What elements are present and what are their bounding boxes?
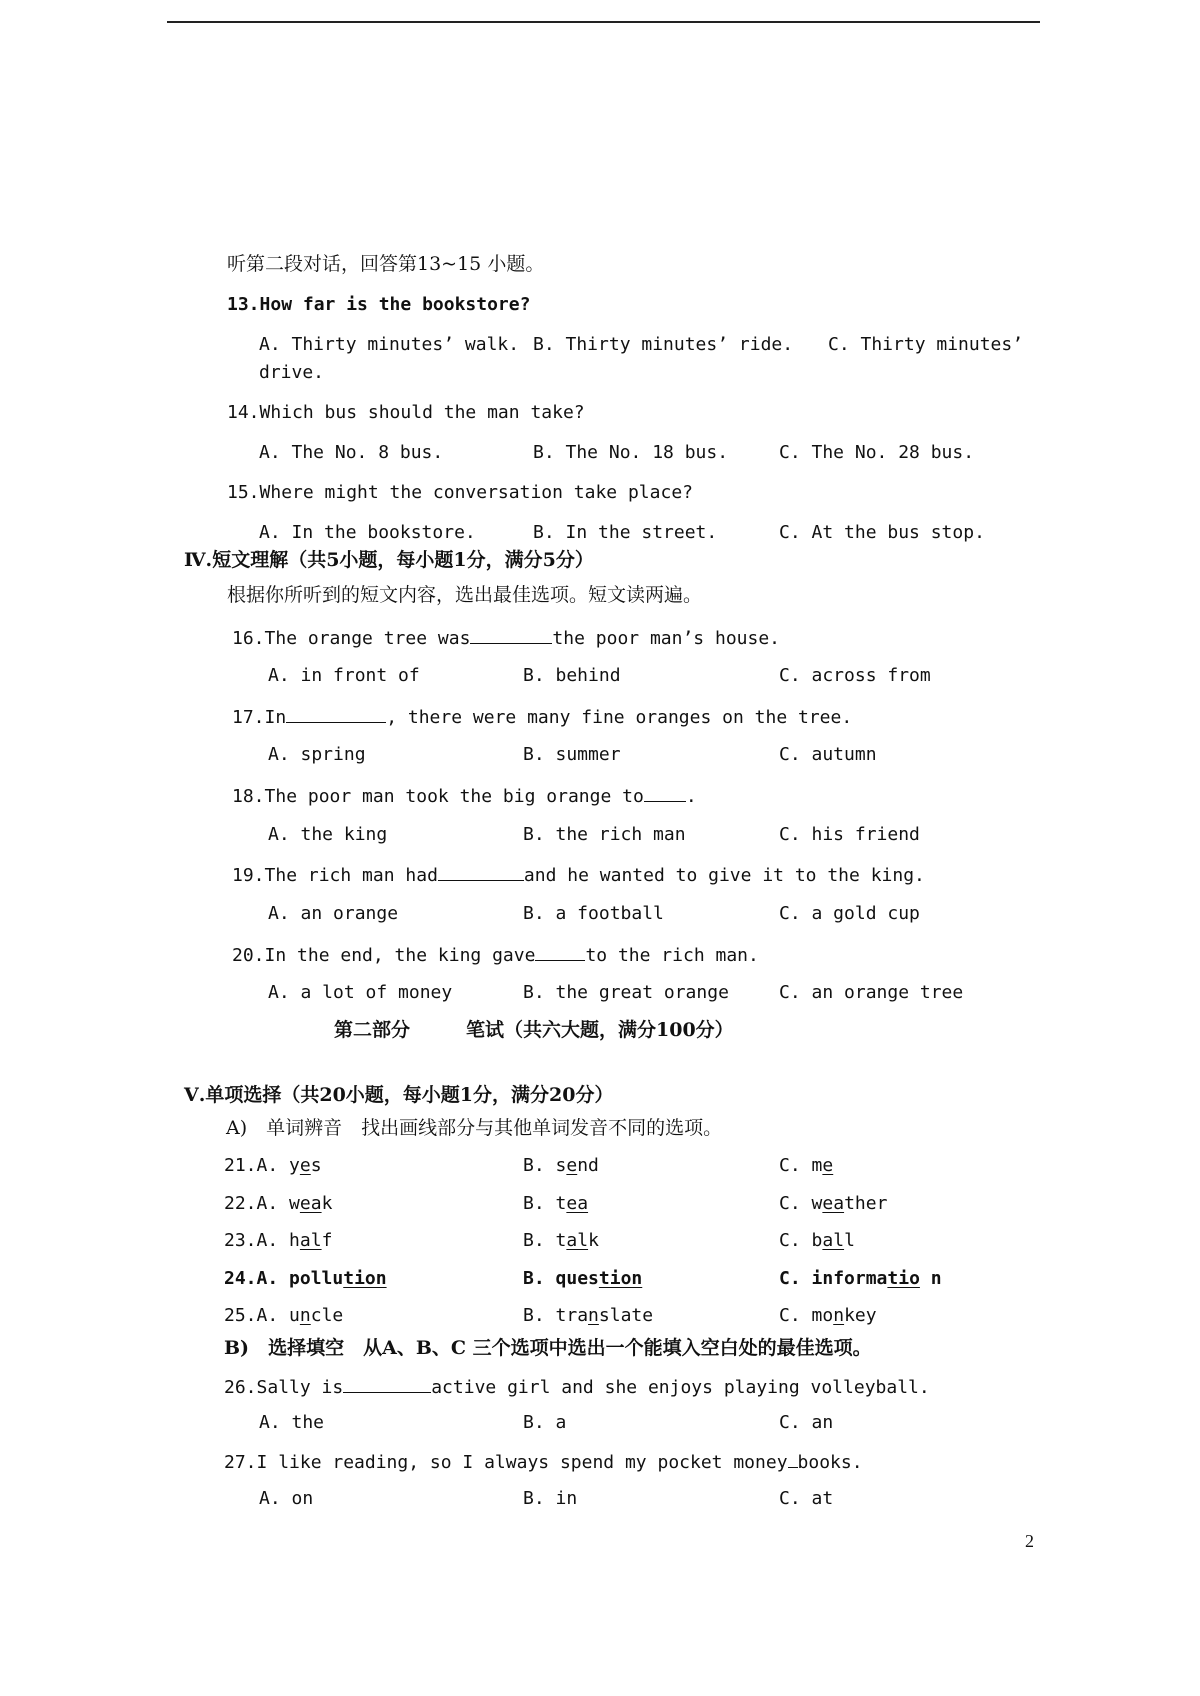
q13-option-c: C. Thirty minutes’: [828, 334, 1024, 355]
word-part: t: [555, 1193, 567, 1214]
q19-option-a: A. an orange: [268, 903, 399, 924]
subsection-text: 单词辨音 找出画线部分与其他单词发音不同的选项。: [266, 1117, 723, 1139]
underlined-part: tio: [887, 1268, 920, 1289]
q19-option-b: B. a football: [523, 903, 664, 924]
option-label: A.: [256, 1193, 279, 1214]
question-20: [232, 942, 759, 968]
underlined-part: e: [822, 1155, 834, 1176]
section-numeral: Ⅳ.: [184, 549, 213, 571]
question-21: [224, 1154, 322, 1178]
underlined-part: n: [833, 1305, 845, 1326]
q25-option-c: [779, 1304, 877, 1328]
question-number: 22.: [224, 1193, 257, 1214]
subsection-label: A): [226, 1117, 248, 1139]
question-number: 25.: [224, 1305, 257, 1326]
question-number: 18.: [232, 786, 265, 807]
word-part: cle: [310, 1305, 344, 1326]
question-26: [224, 1374, 930, 1400]
question-number: 26.: [224, 1377, 257, 1398]
word-part: m: [811, 1155, 823, 1176]
underlined-part: ea: [822, 1193, 845, 1214]
question-number: 23.: [224, 1230, 257, 1251]
underlined-part: e: [299, 1155, 311, 1176]
option-label: C.: [779, 1193, 801, 1214]
word-part: s: [555, 1155, 567, 1176]
underlined-part: ea: [299, 1193, 322, 1214]
answer-blank: [644, 783, 686, 802]
section-5-heading: [184, 1083, 613, 1107]
question-number: 15.: [227, 482, 260, 503]
q14-option-b: B. The No. 18 bus.: [533, 442, 729, 463]
word-part: tra: [555, 1305, 589, 1326]
word-part: w: [811, 1193, 823, 1214]
q14-option-c: C. The No. 28 bus.: [779, 442, 975, 463]
subsection-b-heading: [224, 1336, 872, 1360]
option-label: C.: [779, 1155, 801, 1176]
word-part: f: [321, 1230, 333, 1251]
answer-blank: [286, 704, 386, 723]
question-text: Sally is: [256, 1377, 344, 1398]
word-part: s: [310, 1155, 322, 1176]
underlined-part: n: [299, 1305, 311, 1326]
word-part: informa: [811, 1268, 888, 1289]
answer-blank: [470, 625, 552, 644]
question-number: 19.: [232, 865, 265, 886]
question-text: Which bus should the man take?: [259, 402, 585, 423]
question-text: In the end, the king gave: [264, 945, 536, 966]
q17-option-c: C. autumn: [779, 744, 877, 765]
question-number: 24.: [224, 1268, 257, 1289]
q20-option-b: B. the great orange: [523, 982, 729, 1003]
question-25: [224, 1304, 343, 1328]
question-text: I like reading, so I always spend my pocket money: [256, 1452, 788, 1473]
q13-option-a: A. Thirty minutes’ walk.: [259, 334, 520, 355]
q13-option-c-continued: drive.: [259, 362, 325, 383]
option-label: C.: [779, 1230, 801, 1251]
question-number: 13.: [227, 294, 260, 315]
underlined-part: n: [588, 1305, 599, 1326]
answer-blank: [788, 1449, 798, 1468]
question-24: [224, 1267, 387, 1291]
section-numeral: Ⅴ.: [184, 1084, 206, 1106]
q22-option-b: [523, 1192, 588, 1216]
question-number: 17.: [232, 707, 265, 728]
q17-option-a: A. spring: [268, 744, 366, 765]
word-part: mo: [811, 1305, 834, 1326]
section-title: 短文理解（共5小题，每小题1分，满分5分）: [212, 549, 594, 571]
underlined-part: tion: [598, 1268, 643, 1289]
word-part: u: [289, 1305, 300, 1326]
underlined-part: ea: [566, 1193, 589, 1214]
option-label: A.: [256, 1268, 279, 1289]
option-label: B.: [523, 1155, 545, 1176]
q13-option-b: B. Thirty minutes’ ride.: [533, 334, 794, 355]
option-label: A.: [256, 1230, 279, 1251]
q16-option-a: A. in front of: [268, 665, 420, 686]
option-label: B.: [523, 1268, 545, 1289]
question-text: .: [685, 786, 697, 807]
question-text: The rich man had: [264, 865, 438, 886]
question-number: 16.: [232, 628, 265, 649]
section-4-instruction: 根据你所听到的短文内容，选出最佳选项。短文读两遍。: [227, 584, 703, 606]
q17-option-b: B. summer: [523, 744, 621, 765]
subsection-label: B): [224, 1337, 250, 1359]
q26-option-a: A. the: [259, 1412, 325, 1433]
q15-option-a: A. In the bookstore.: [259, 522, 476, 543]
word-part: b: [811, 1230, 823, 1251]
option-label: B.: [523, 1230, 545, 1251]
q26-option-c: C. an: [779, 1412, 834, 1433]
word-part: nd: [577, 1155, 599, 1176]
question-text: In: [264, 707, 287, 728]
q18-option-c: C. his friend: [779, 824, 920, 845]
q18-option-b: B. the rich man: [523, 824, 686, 845]
question-16: [232, 625, 780, 651]
q23-option-c: [779, 1229, 855, 1253]
question-19: [232, 862, 925, 888]
question-text: How far is the bookstore?: [259, 294, 531, 315]
q27-option-a: A. on: [259, 1488, 314, 1509]
q16-option-b: B. behind: [523, 665, 621, 686]
option-label: B.: [523, 1193, 545, 1214]
subsection-a-heading: [226, 1116, 722, 1140]
option-label: A.: [256, 1155, 279, 1176]
option-label: B.: [523, 1305, 545, 1326]
question-13: [227, 293, 530, 317]
word-part: k: [588, 1230, 599, 1251]
question-text: books.: [797, 1452, 863, 1473]
q27-option-b: B. in: [523, 1488, 578, 1509]
q18-option-a: A. the king: [268, 824, 388, 845]
q21-option-c: [779, 1154, 833, 1178]
word-part: pollu: [289, 1268, 344, 1289]
word-part: key: [844, 1305, 877, 1326]
question-text: the poor man’s house.: [552, 628, 780, 649]
word-part: k: [321, 1193, 333, 1214]
dialogue2-instruction: 听第二段对话，回答第13~15 小题。: [227, 253, 545, 275]
word-part: t: [555, 1230, 567, 1251]
section-4-heading: [184, 548, 594, 572]
question-text: , there were many fine oranges on the tree.: [386, 707, 853, 728]
section-title: 单项选择（共20小题，每小题1分，满分20分）: [205, 1084, 614, 1106]
q20-option-c: C. an orange tree: [779, 982, 964, 1003]
part-2-title: 第二部分: [334, 1019, 411, 1041]
q14-option-a: A. The No. 8 bus.: [259, 442, 444, 463]
part-2-subtitle: 笔试（共六大题，满分100分）: [466, 1019, 734, 1041]
q22-option-c: [779, 1192, 887, 1216]
question-27: [224, 1449, 863, 1475]
q20-option-a: A. a lot of money: [268, 982, 453, 1003]
word-part: w: [289, 1193, 300, 1214]
question-number: 14.: [227, 402, 260, 423]
page-number: 2: [1025, 1531, 1034, 1551]
word-part: ther: [844, 1193, 888, 1214]
underlined-part: al: [299, 1230, 322, 1251]
question-14: [227, 401, 585, 425]
question-text: active girl and she enjoys playing volleyball.: [431, 1377, 930, 1398]
word-part: ques: [555, 1268, 599, 1289]
q16-option-c: C. across from: [779, 665, 931, 686]
q15-option-c: C. At the bus stop.: [779, 522, 985, 543]
word-part: y: [289, 1155, 300, 1176]
question-23: [224, 1229, 332, 1253]
word-part: n: [919, 1268, 942, 1289]
q19-option-c: C. a gold cup: [779, 903, 920, 924]
word-part: h: [289, 1230, 300, 1251]
header-rule: [167, 21, 1040, 23]
question-text: The poor man took the big orange to: [264, 786, 644, 807]
answer-blank: [535, 942, 585, 961]
question-22: [224, 1192, 332, 1216]
question-text: The orange tree was: [264, 628, 471, 649]
underlined-part: al: [566, 1230, 589, 1251]
answer-blank: [438, 862, 524, 881]
q26-option-b: B. a: [523, 1412, 567, 1433]
subsection-text: 选择填空 从A、B、C 三个选项中选出一个能填入空白处的最佳选项。: [268, 1337, 872, 1359]
question-number: 21.: [224, 1155, 257, 1176]
q15-option-b: B. In the street.: [533, 522, 718, 543]
q25-option-b: [523, 1304, 653, 1328]
underlined-part: al: [822, 1230, 845, 1251]
q24-option-b: [523, 1267, 642, 1291]
question-number: 20.: [232, 945, 265, 966]
q21-option-b: [523, 1154, 599, 1178]
question-text: Where might the conversation take place?: [259, 482, 693, 503]
question-17: [232, 704, 852, 730]
option-label: C.: [779, 1305, 801, 1326]
q24-option-c: [779, 1267, 942, 1291]
question-text: and he wanted to give it to the king.: [523, 865, 925, 886]
q23-option-b: [523, 1229, 599, 1253]
option-label: C.: [779, 1268, 801, 1289]
word-part: l: [844, 1230, 855, 1251]
underlined-part: tion: [343, 1268, 387, 1289]
question-text: to the rich man.: [585, 945, 759, 966]
question-number: 27.: [224, 1452, 257, 1473]
question-15: [227, 481, 693, 505]
underlined-part: e: [566, 1155, 578, 1176]
option-label: A.: [256, 1305, 279, 1326]
question-18: [232, 783, 697, 809]
answer-blank: [343, 1374, 431, 1393]
word-part: slate: [598, 1305, 654, 1326]
q27-option-c: C. at: [779, 1488, 834, 1509]
